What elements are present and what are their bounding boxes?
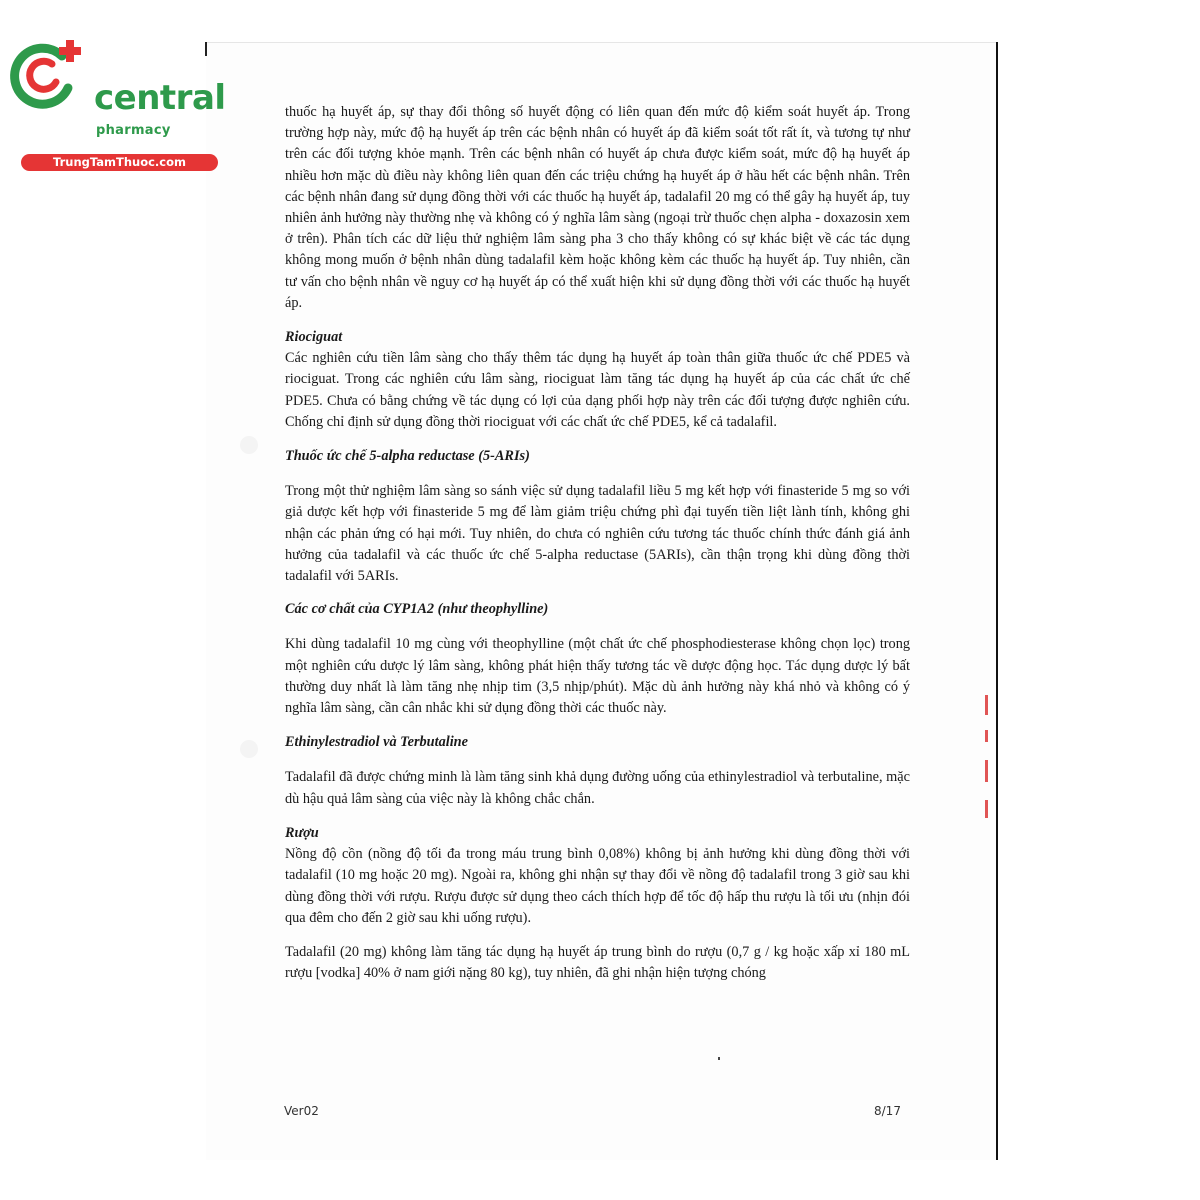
- heading-riociguat: Riociguat: [285, 329, 343, 346]
- page-top-edge: [206, 42, 996, 43]
- logo-website-badge: TrungTamThuoc.com: [21, 154, 218, 171]
- pharmacy-cross-icon: [8, 36, 92, 116]
- footer-version: Ver02: [284, 1104, 319, 1118]
- paragraph-cyp1a2: Khi dùng tadalafil 10 mg cùng với theophylline (một chất ức chế phosphodiesterase không chọn lọc) trong một nghiên cứu dược lý lâm sàng, không phát hiện thấy tương tác về dược động học. Tác dụng dược lý bất thường duy nhất là làm tăng nhẹ nhịp tim (3,5 nhịp/phút). Mặc dù ảnh hưởng này khá nhỏ và không có ý nghĩa lâm sàng, cần cân nhắc khi sử dụng đồng thời các thuốc này.: [285, 636, 910, 717]
- central-pharmacy-logo[interactable]: [8, 36, 226, 169]
- scan-speck: [718, 1057, 720, 1060]
- red-stamp-mark: [985, 695, 988, 715]
- document-body: [285, 102, 910, 984]
- paragraph-5ari: Trong một thử nghiệm lâm sàng so sánh việc sử dụng tadalafil liều 5 mg kết hợp với finasteride 5 mg so với giả dược kết hợp với finasteride 5 mg để làm giảm triệu chứng phì đại tuyến tiền liệt lành tính, không ghi nhận các phản ứng có hại mới. Tuy nhiên, do chưa có nghiên cứu tương tác thuốc chính thức đánh giá ảnh hưởng của tadalafil và các thuốc ức chế 5-alpha reductase (5ARIs), cần thận trọng khi dùng đồng thời tadalafil với 5ARIs.: [285, 483, 910, 585]
- red-stamp-mark: [985, 730, 988, 742]
- heading-alcohol: Rượu: [285, 824, 319, 841]
- punch-hole-upper: [240, 436, 258, 454]
- heading-5ari: Thuốc ức chế 5-alpha reductase (5-ARIs): [285, 448, 530, 465]
- paragraph-alcohol-2: Tadalafil (20 mg) không làm tăng tác dụng hạ huyết áp trung bình do rượu (0,7 g / kg hoặc xấp xỉ 180 mL rượu [vodka] 40% ở nam giới nặng 80 kg), tuy nhiên, đã ghi nhận hiện tượng chóng: [285, 943, 910, 982]
- logo-subtitle: pharmacy: [96, 123, 171, 138]
- heading-ethinylestradiol: Ethinylestradiol và Terbutaline: [285, 734, 468, 751]
- logo-name: central: [94, 78, 226, 118]
- red-stamp-mark: [985, 800, 988, 818]
- heading-cyp1a2: Các cơ chất của CYP1A2 (như theophylline): [285, 601, 549, 618]
- paragraph-ethinylestradiol: Tadalafil đã được chứng minh là làm tăng sinh khả dụng đường uống của ethinylestradiol và terbutaline, mặc dù hậu quả lâm sàng của việc này là không chắc chắn.: [285, 769, 910, 807]
- red-stamp-mark: [985, 760, 988, 782]
- paragraph-riociguat: Các nghiên cứu tiền lâm sàng cho thấy thêm tác dụng hạ huyết áp toàn thân giữa thuốc ức chế PDE5 và riociguat. Trong các nghiên cứu lâm sàng, riociguat làm tăng tác dụng hạ huyết áp của các chất ức chế PDE5. Chưa có bằng chứng về tác dụng có lợi của dạng phối hợp này trên các đối tượng được nghiên cứu. Chống chỉ định sử dụng đồng thời riociguat với các chất ức chế PDE5, kể cả tadalafil.: [285, 350, 910, 430]
- footer-page-number: 8/17: [874, 1104, 901, 1118]
- punch-hole-lower: [240, 740, 258, 758]
- paragraph-antihypertensive: thuốc hạ huyết áp, sự thay đổi thông số huyết động có liên quan đến mức độ kiểm soát huyết áp. Trong trường hợp này, mức độ hạ huyết áp trên các bệnh nhân có huyết áp đã kiểm soát tốt rất ít, và tương tự như trên các đối tượng khỏe mạnh. Trên các bệnh nhân có huyết áp chưa được kiểm soát, mức độ hạ huyết áp nhiều hơn mặc dù điều này không liên quan đến các triệu chứng hạ huyết áp ở hầu hết các bệnh nhân. Trên các bệnh nhân đang sử dụng đồng thời với các thuốc hạ huyết áp, tadalafil 20 mg có thể gây hạ huyết áp, tuy nhiên ảnh hưởng này thường nhẹ và không có ý nghĩa lâm sàng (ngoại trừ thuốc chẹn alpha - doxazosin xem ở trên). Phân tích các dữ liệu thử nghiệm lâm sàng pha 3 cho thấy không có sự khác biệt về các tác dụng không mong muốn ở bệnh nhân dùng tadalafil kèm hoặc không kèm các thuốc hạ huyết áp. Tuy nhiên, cần tư vấn cho bệnh nhân về nguy cơ hạ huyết áp có thể xuất hiện khi sử dụng đồng thời với các thuốc hạ huyết áp.: [285, 104, 910, 311]
- paragraph-alcohol-1: Nồng độ cồn (nồng độ tối đa trong máu trung bình 0,08%) không bị ảnh hưởng khi dùng đồng thời với tadalafil (10 mg hoặc 20 mg). Ngoài ra, không ghi nhận sự thay đổi về nồng độ tadalafil trong 3 giờ sau khi dùng đồng thời với rượu. Rượu được sử dụng theo cách thích hợp để tốc độ hấp thu rượu là tối ưu (nhịn đói qua đêm cho đến 2 giờ sau khi uống rượu).: [285, 846, 910, 926]
